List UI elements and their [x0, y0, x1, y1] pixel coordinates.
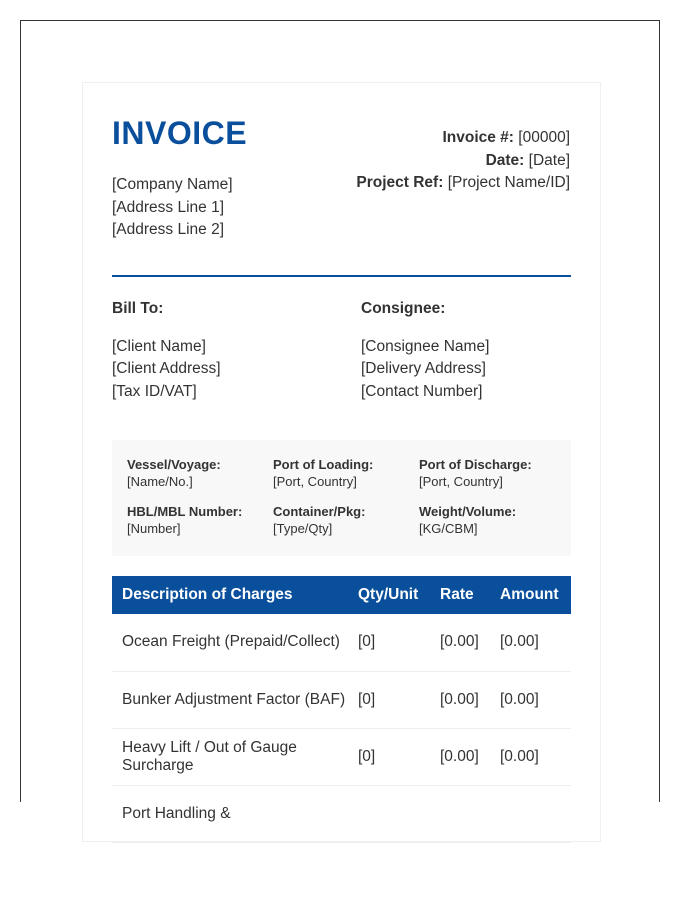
charge-qty — [348, 785, 430, 842]
shipping-detail-value: [Name/No.] — [127, 474, 193, 489]
invoice-number-value: [00000] — [518, 129, 570, 146]
shipping-detail-label: Port of Loading: — [273, 457, 374, 472]
company-address-line-1: [Address Line 1] — [112, 198, 225, 216]
charge-amount: [0.00] — [490, 728, 571, 785]
charge-rate: [0.00] — [430, 614, 490, 671]
charge-rate: [0.00] — [430, 728, 490, 785]
charge-description: Bunker Adjustment Factor (BAF) — [112, 671, 348, 728]
column-header-rate: Rate — [430, 576, 490, 614]
bill-to-heading: Bill To: — [112, 300, 164, 317]
invoice-number-label: Invoice #: — [442, 129, 514, 146]
consignee-contact: [Contact Number] — [361, 382, 483, 400]
consignee-address: [Delivery Address] — [361, 360, 486, 377]
shipping-detail — [419, 503, 559, 537]
invoice-date-label: Date: — [485, 151, 525, 169]
shipping-details-grid — [127, 456, 556, 537]
charge-amount — [490, 785, 571, 842]
table-row — [112, 785, 571, 842]
project-ref-line — [356, 172, 570, 195]
column-header-qty: Qty/Unit — [348, 576, 430, 614]
project-ref-label: Project Ref: — [356, 174, 444, 191]
charge-rate: [0.00] — [430, 671, 490, 728]
shipping-detail — [127, 456, 273, 490]
charge-description: Ocean Freight (Prepaid/Collect) — [112, 614, 348, 671]
bill-to-block — [112, 298, 221, 403]
charge-description: Port Handling & — [112, 785, 348, 842]
company-block — [112, 174, 233, 242]
client-address: [Client Address] — [112, 360, 221, 377]
shipping-detail — [273, 503, 419, 537]
shipping-detail-label: Vessel/Voyage: — [127, 457, 221, 472]
invoice-date-value: [Date] — [528, 151, 570, 169]
client-tax-id: [Tax ID/VAT] — [112, 382, 197, 400]
shipping-detail-value: [Port, Country] — [273, 474, 357, 489]
client-name: [Client Name] — [112, 337, 206, 355]
shipping-detail-value: [Type/Qty] — [273, 521, 333, 536]
shipping-detail — [419, 456, 559, 490]
invoice-title: INVOICE — [112, 115, 248, 151]
company-address-line-2: [Address Line 2] — [112, 221, 225, 238]
column-header-description: Description of Charges — [112, 576, 348, 614]
charge-qty: [0] — [348, 671, 430, 728]
header-divider — [112, 275, 571, 277]
shipping-details-panel — [112, 440, 571, 556]
invoice-date-line — [356, 150, 570, 173]
shipping-detail-value: [KG/CBM] — [419, 521, 478, 536]
invoice-meta — [356, 127, 570, 195]
charge-qty: [0] — [348, 614, 430, 671]
invoice-number-line — [356, 127, 570, 150]
charges-header-row — [112, 576, 571, 614]
charge-amount: [0.00] — [490, 614, 571, 671]
charge-amount: [0.00] — [490, 671, 571, 728]
shipping-detail — [273, 456, 419, 490]
consignee-block — [361, 298, 489, 403]
project-ref-value: [Project Name/ID] — [447, 174, 570, 191]
shipping-detail-value: [Number] — [127, 521, 181, 536]
charge-description: Heavy Lift / Out of Gauge Surcharge — [112, 728, 348, 785]
charge-rate — [430, 785, 490, 842]
shipping-detail-label: Port of Discharge: — [419, 457, 532, 472]
column-header-amount: Amount — [490, 576, 571, 614]
table-row — [112, 728, 571, 785]
shipping-detail — [127, 503, 273, 537]
charge-qty: [0] — [348, 728, 430, 785]
consignee-heading: Consignee: — [361, 300, 446, 317]
table-row — [112, 614, 571, 671]
shipping-detail-label: Container/Pkg: — [273, 504, 366, 519]
document-frame — [20, 20, 660, 822]
shipping-detail-label: Weight/Volume: — [419, 504, 517, 519]
consignee-name: [Consignee Name] — [361, 337, 490, 355]
table-row — [112, 671, 571, 728]
company-name: [Company Name] — [112, 176, 233, 193]
shipping-detail-value: [Port, Country] — [419, 474, 503, 489]
charges-table — [112, 576, 571, 843]
shipping-detail-label: HBL/MBL Number: — [127, 504, 243, 519]
